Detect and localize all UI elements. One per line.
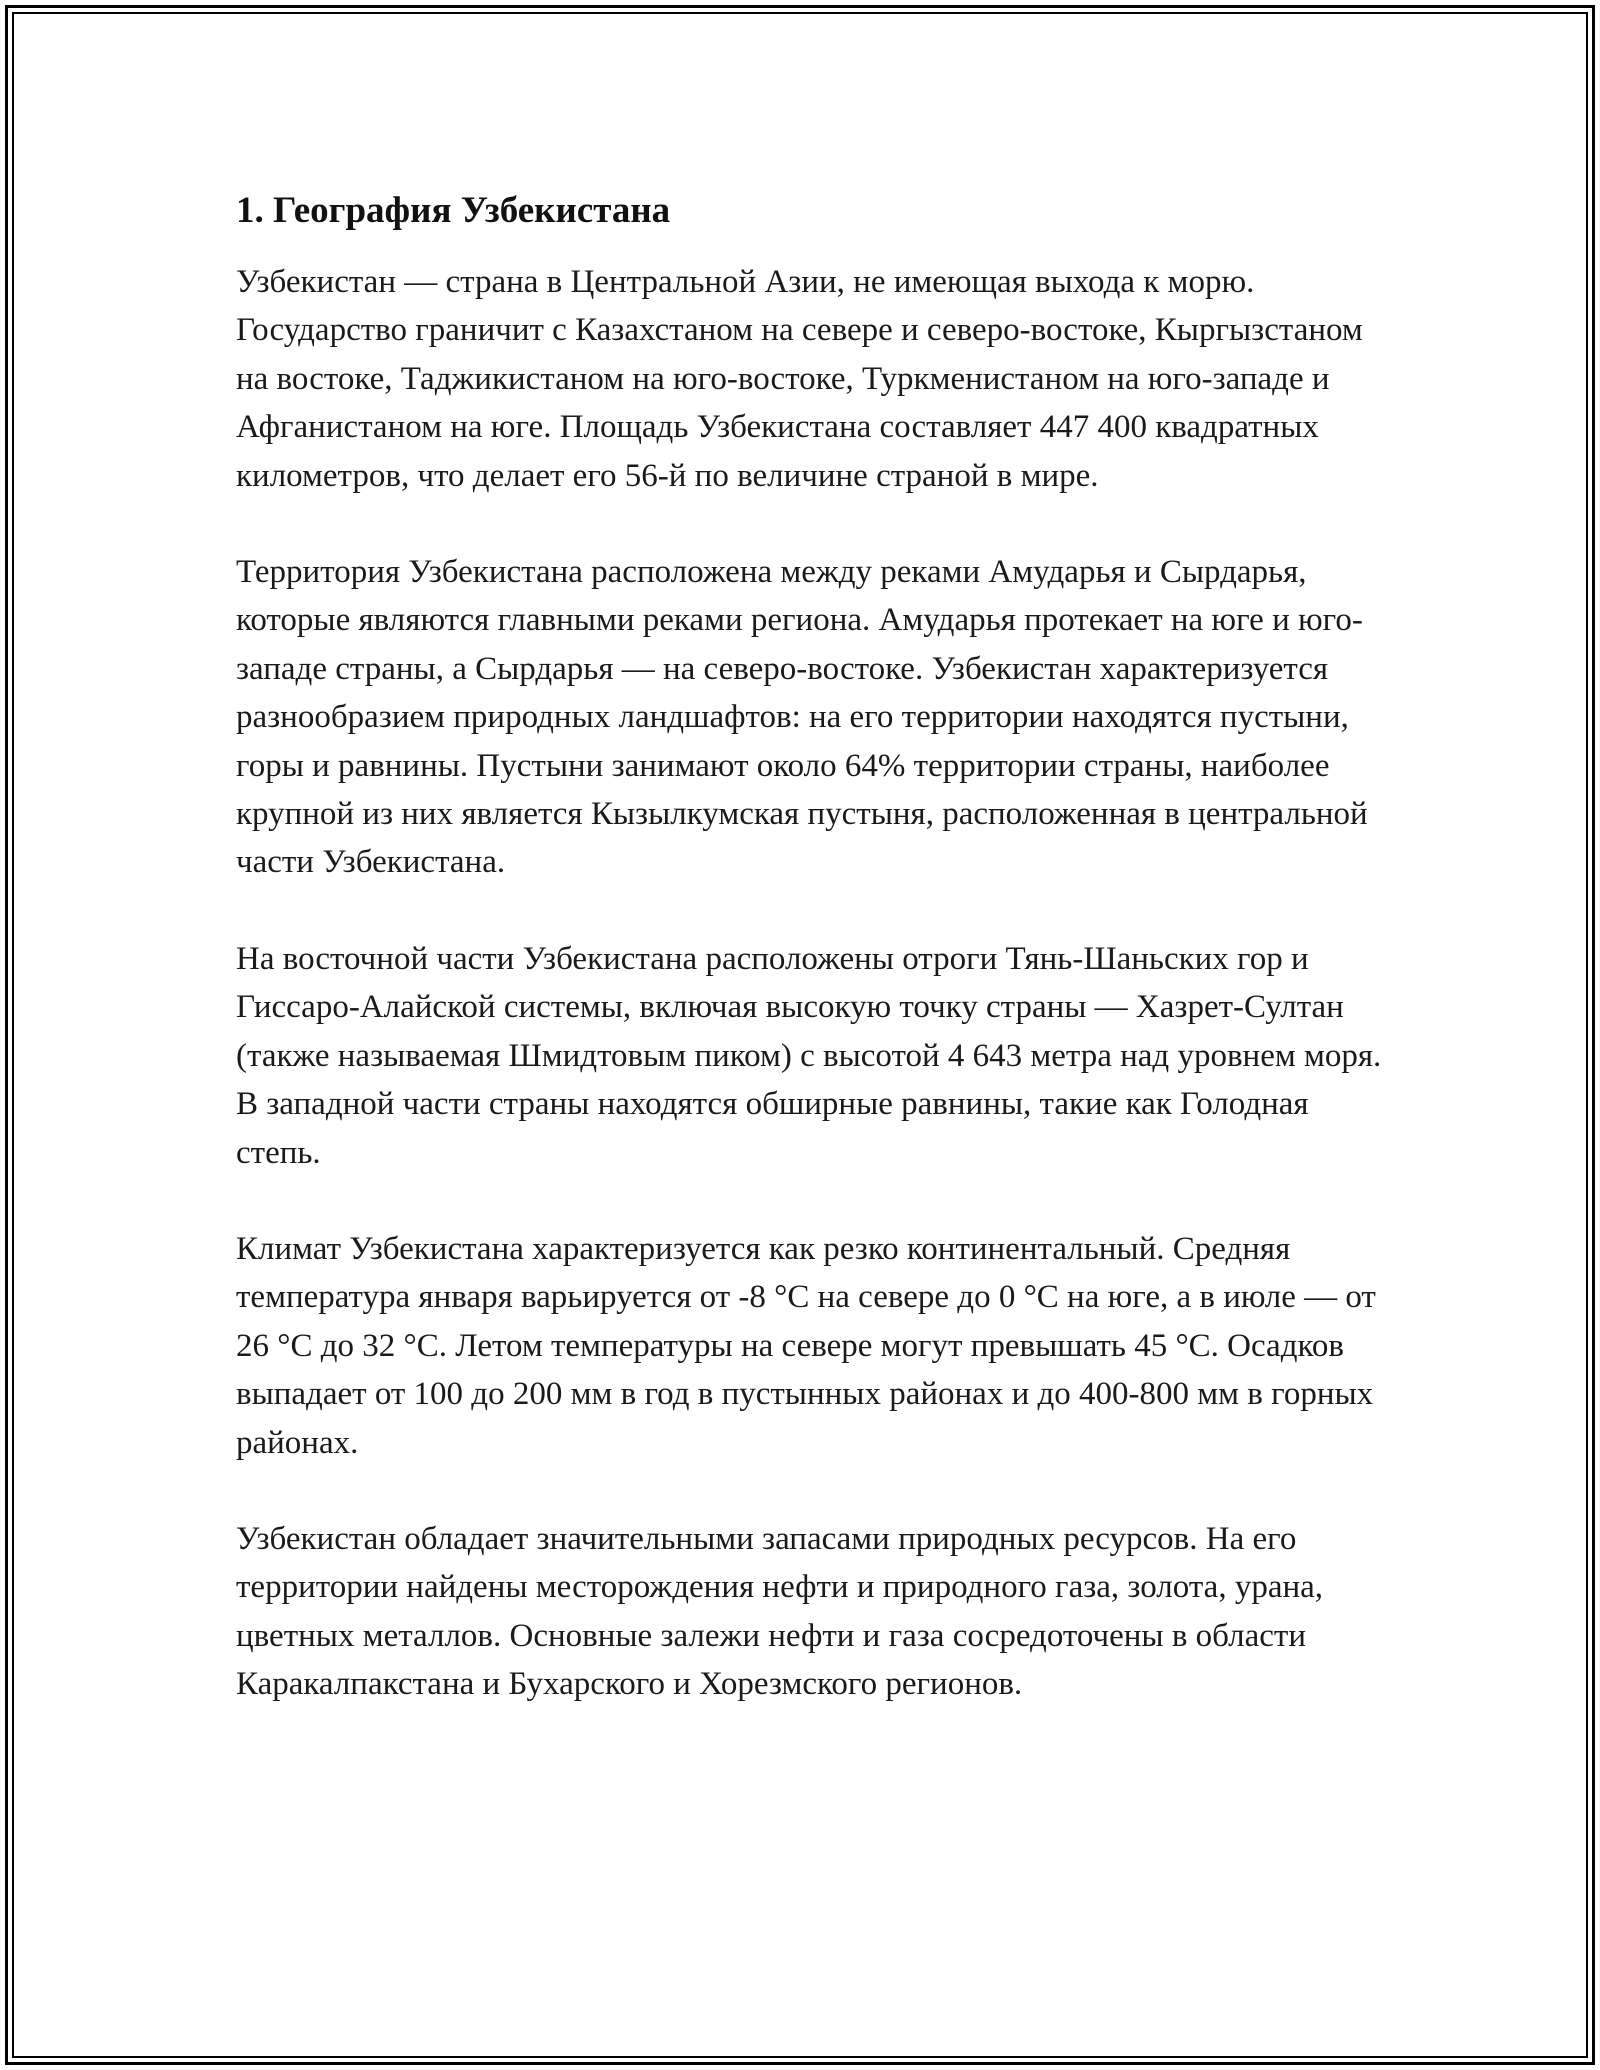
section-heading: 1. География Узбекистана [236,190,671,231]
paragraph-borders: Узбекистан — страна в Центральной Азии, не имеющая выхода к морю. Государство граничит с Казахстаном на севере и северо-востоке, Кыргызстаном на востоке, Таджикистаном на юго-востоке, Туркменистаном на юго-западе и Афганистаном на юге. Площадь Узбекистана составляет 447 400 квадратных километров, что делает его 56-й по величине страной в мире. [236,264,1363,494]
paragraph-rivers-landscapes: Территория Узбекистана расположена между реками Амударья и Сырдарья, которые являются главными реками региона. Амударья протекает на юге и юго-западе страны, а Сырдарья — на северо-востоке. Узбекистан характеризуется разнообразием природных ландшафтов: на его территории находятся пустыни, горы и равнины. Пустыни занимают около 64% территории страны, наиболее крупной из них является Кызылкумская пустыня, расположенная в центральной части Узбекистана. [236,554,1368,881]
paragraph-climate: Климат Узбекистана характеризуется как резко континентальный. Средняя температура января варьируется от -8 °C на севере до 0 °C на юге, а в июле — от 26 °C до 32 °C. Летом температуры на севере могут превышать 45 °C. Осадков выпадает от 100 до 200 мм в год в пустынных районах и до 400-800 мм в горных районах. [236,1230,1376,1461]
paragraph-resources: Узбекистан обладает значительными запасами природных ресурсов. На его территории найдены месторождения нефти и природного газа, золота, урана, цветных металлов. Основные залежи нефти и газа сосредоточены в области Каракалпакстана и Бухарского и Хорезмского регионов. [236,1520,1324,1703]
paragraph-mountains: На восточной части Узбекистана расположены отроги Тянь-Шаньских гор и Гиссаро-Алайской системы, включая высокую точку страны — Хазрет-Султан (также называемая Шмидтовым пиком) с высотой 4 643 метра над уровнем моря. В западной части страны находятся обширные равнины, такие как Голодная степь. [236,940,1382,1171]
document-body [236,186,1386,1757]
